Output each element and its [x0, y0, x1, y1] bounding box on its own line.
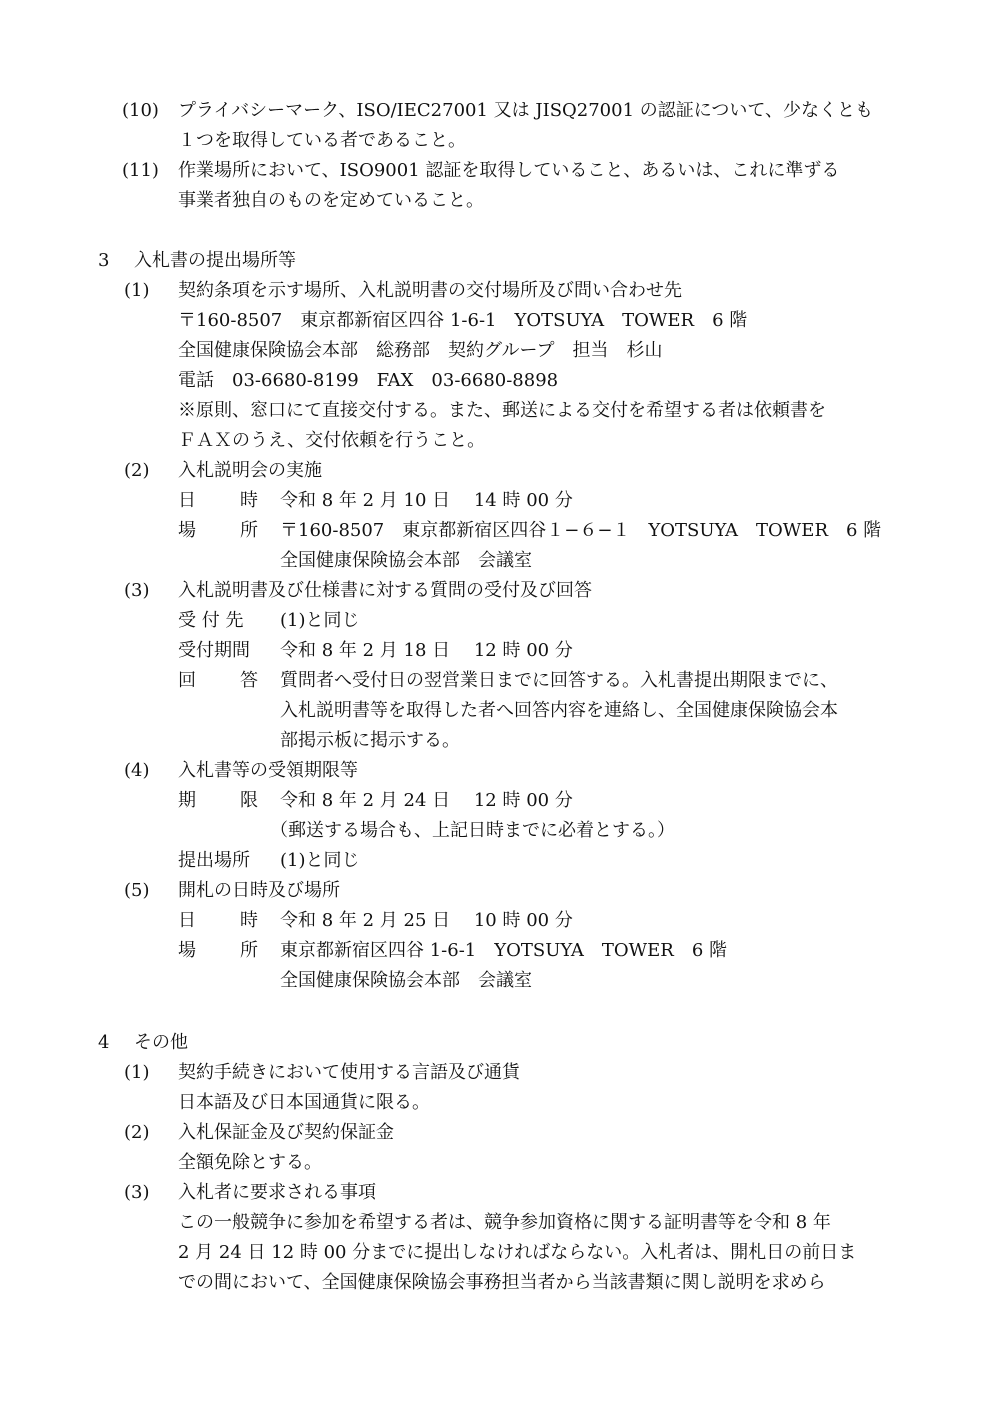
text-segment: 期: [178, 790, 196, 811]
text-segment: 3: [98, 250, 110, 271]
text-segment: 入札説明会の実施: [178, 460, 322, 481]
text-segment: 令和 8 年 2 月 24 日 12 時 00 分: [280, 790, 573, 811]
text-segment: 令和 8 年 2 月 18 日 12 時 00 分: [280, 640, 573, 661]
text-segment: ※原則、窓口にて直接交付する。また、郵送による交付を希望する者は依頼書を: [178, 400, 826, 421]
text-segment: での間において、全国健康保険協会事務担当者から当該書類に関し説明を求めら: [178, 1272, 826, 1293]
text-segment: 限: [240, 790, 258, 811]
text-segment: 時: [240, 490, 258, 511]
text-segment: (2): [124, 460, 150, 481]
text-segment: 入札保証金及び契約保証金: [178, 1122, 394, 1143]
text-segment: ＦＡＸのうえ、交付依頼を行うこと。: [178, 430, 486, 451]
text-segment: (11): [122, 160, 159, 181]
text-segment: 入札者に要求される事項: [178, 1182, 376, 1203]
text-segment: (1)と同じ: [280, 610, 360, 631]
text-segment: 入札説明書等を取得した者へ回答内容を連絡し、全国健康保険協会本: [280, 700, 838, 721]
text-segment: 入札書等の受領期限等: [178, 760, 358, 781]
text-segment: 受付期間: [178, 640, 250, 661]
text-segment: 東京都新宿区四谷 1-6-1 YOTSUYA TOWER 6 階: [280, 940, 728, 961]
text-segment: １つを取得している者であること。: [178, 130, 466, 151]
text-segment: 受 付 先: [178, 610, 244, 631]
text-segment: 答: [240, 670, 258, 691]
text-segment: 部掲示板に掲示する。: [280, 730, 460, 751]
text-segment: 入札書の提出場所等: [134, 250, 296, 271]
text-segment: (3): [124, 1182, 150, 1203]
text-segment: 電話 03-6680-8199 FAX 03-6680-8898: [178, 370, 559, 391]
text-segment: 〒160-8507 東京都新宿区四谷１−６−１ YOTSUYA TOWER 6 階: [280, 520, 882, 541]
text-segment: 令和 8 年 2 月 10 日 14 時 00 分: [280, 490, 573, 511]
text-segment: 全国健康保険協会本部 総務部 契約グループ 担当 杉山: [178, 340, 663, 361]
text-segment: 2 月 24 日 12 時 00 分までに提出しなければならない。入札者は、開札日の前日ま: [178, 1242, 857, 1263]
text-segment: 全国健康保険協会本部 会議室: [280, 970, 532, 991]
text-segment: この一般競争に参加を希望する者は、競争参加資格に関する証明書等を令和 8 年: [178, 1212, 831, 1233]
text-segment: 時: [240, 910, 258, 931]
text-segment: （郵送する場合も、上記日時までに必着とする。）: [270, 820, 675, 841]
text-segment: (5): [124, 880, 150, 901]
text-segment: 契約手続きにおいて使用する言語及び通貨: [178, 1062, 520, 1083]
text-segment: 入札説明書及び仕様書に対する質問の受付及び回答: [178, 580, 592, 601]
text-segment: プライバシーマーク、ISO/IEC27001 又は JISQ27001 の認証について、少なくとも: [178, 100, 874, 121]
text-segment: 契約条項を示す場所、入札説明書の交付場所及び問い合わせ先: [178, 280, 682, 301]
text-segment: 日本語及び日本国通貨に限る。: [178, 1092, 430, 1113]
text-segment: 全額免除とする。: [178, 1152, 322, 1173]
text-segment: (1): [124, 280, 150, 301]
text-segment: 回: [178, 670, 196, 691]
text-segment: (2): [124, 1122, 150, 1143]
text-segment: (10): [122, 100, 159, 121]
text-segment: 4: [98, 1032, 110, 1053]
text-segment: 〒160-8507 東京都新宿区四谷 1-6-1 YOTSUYA TOWER 6 階: [178, 310, 748, 331]
text-segment: 場: [178, 520, 196, 541]
text-segment: 全国健康保険協会本部 会議室: [280, 550, 532, 571]
text-segment: 作業場所において、ISO9001 認証を取得していること、あるいは、これに準ずる: [178, 160, 840, 181]
text-segment: (3): [124, 580, 150, 601]
text-segment: 所: [240, 520, 258, 541]
text-segment: 日: [178, 910, 196, 931]
text-segment: (1)と同じ: [280, 850, 360, 871]
text-segment: (1): [124, 1062, 150, 1083]
text-segment: (4): [124, 760, 150, 781]
text-segment: 提出場所: [178, 850, 250, 871]
text-segment: 質問者へ受付日の翌営業日までに回答する。入札書提出期限までに、: [280, 670, 838, 691]
text-segment: 場: [178, 940, 196, 961]
text-segment: 開札の日時及び場所: [178, 880, 340, 901]
text-segment: 令和 8 年 2 月 25 日 10 時 00 分: [280, 910, 573, 931]
text-segment: 所: [240, 940, 258, 961]
text-segment: 日: [178, 490, 196, 511]
text-segment: 事業者独自のものを定めていること。: [178, 190, 484, 211]
text-segment: その他: [134, 1032, 188, 1053]
